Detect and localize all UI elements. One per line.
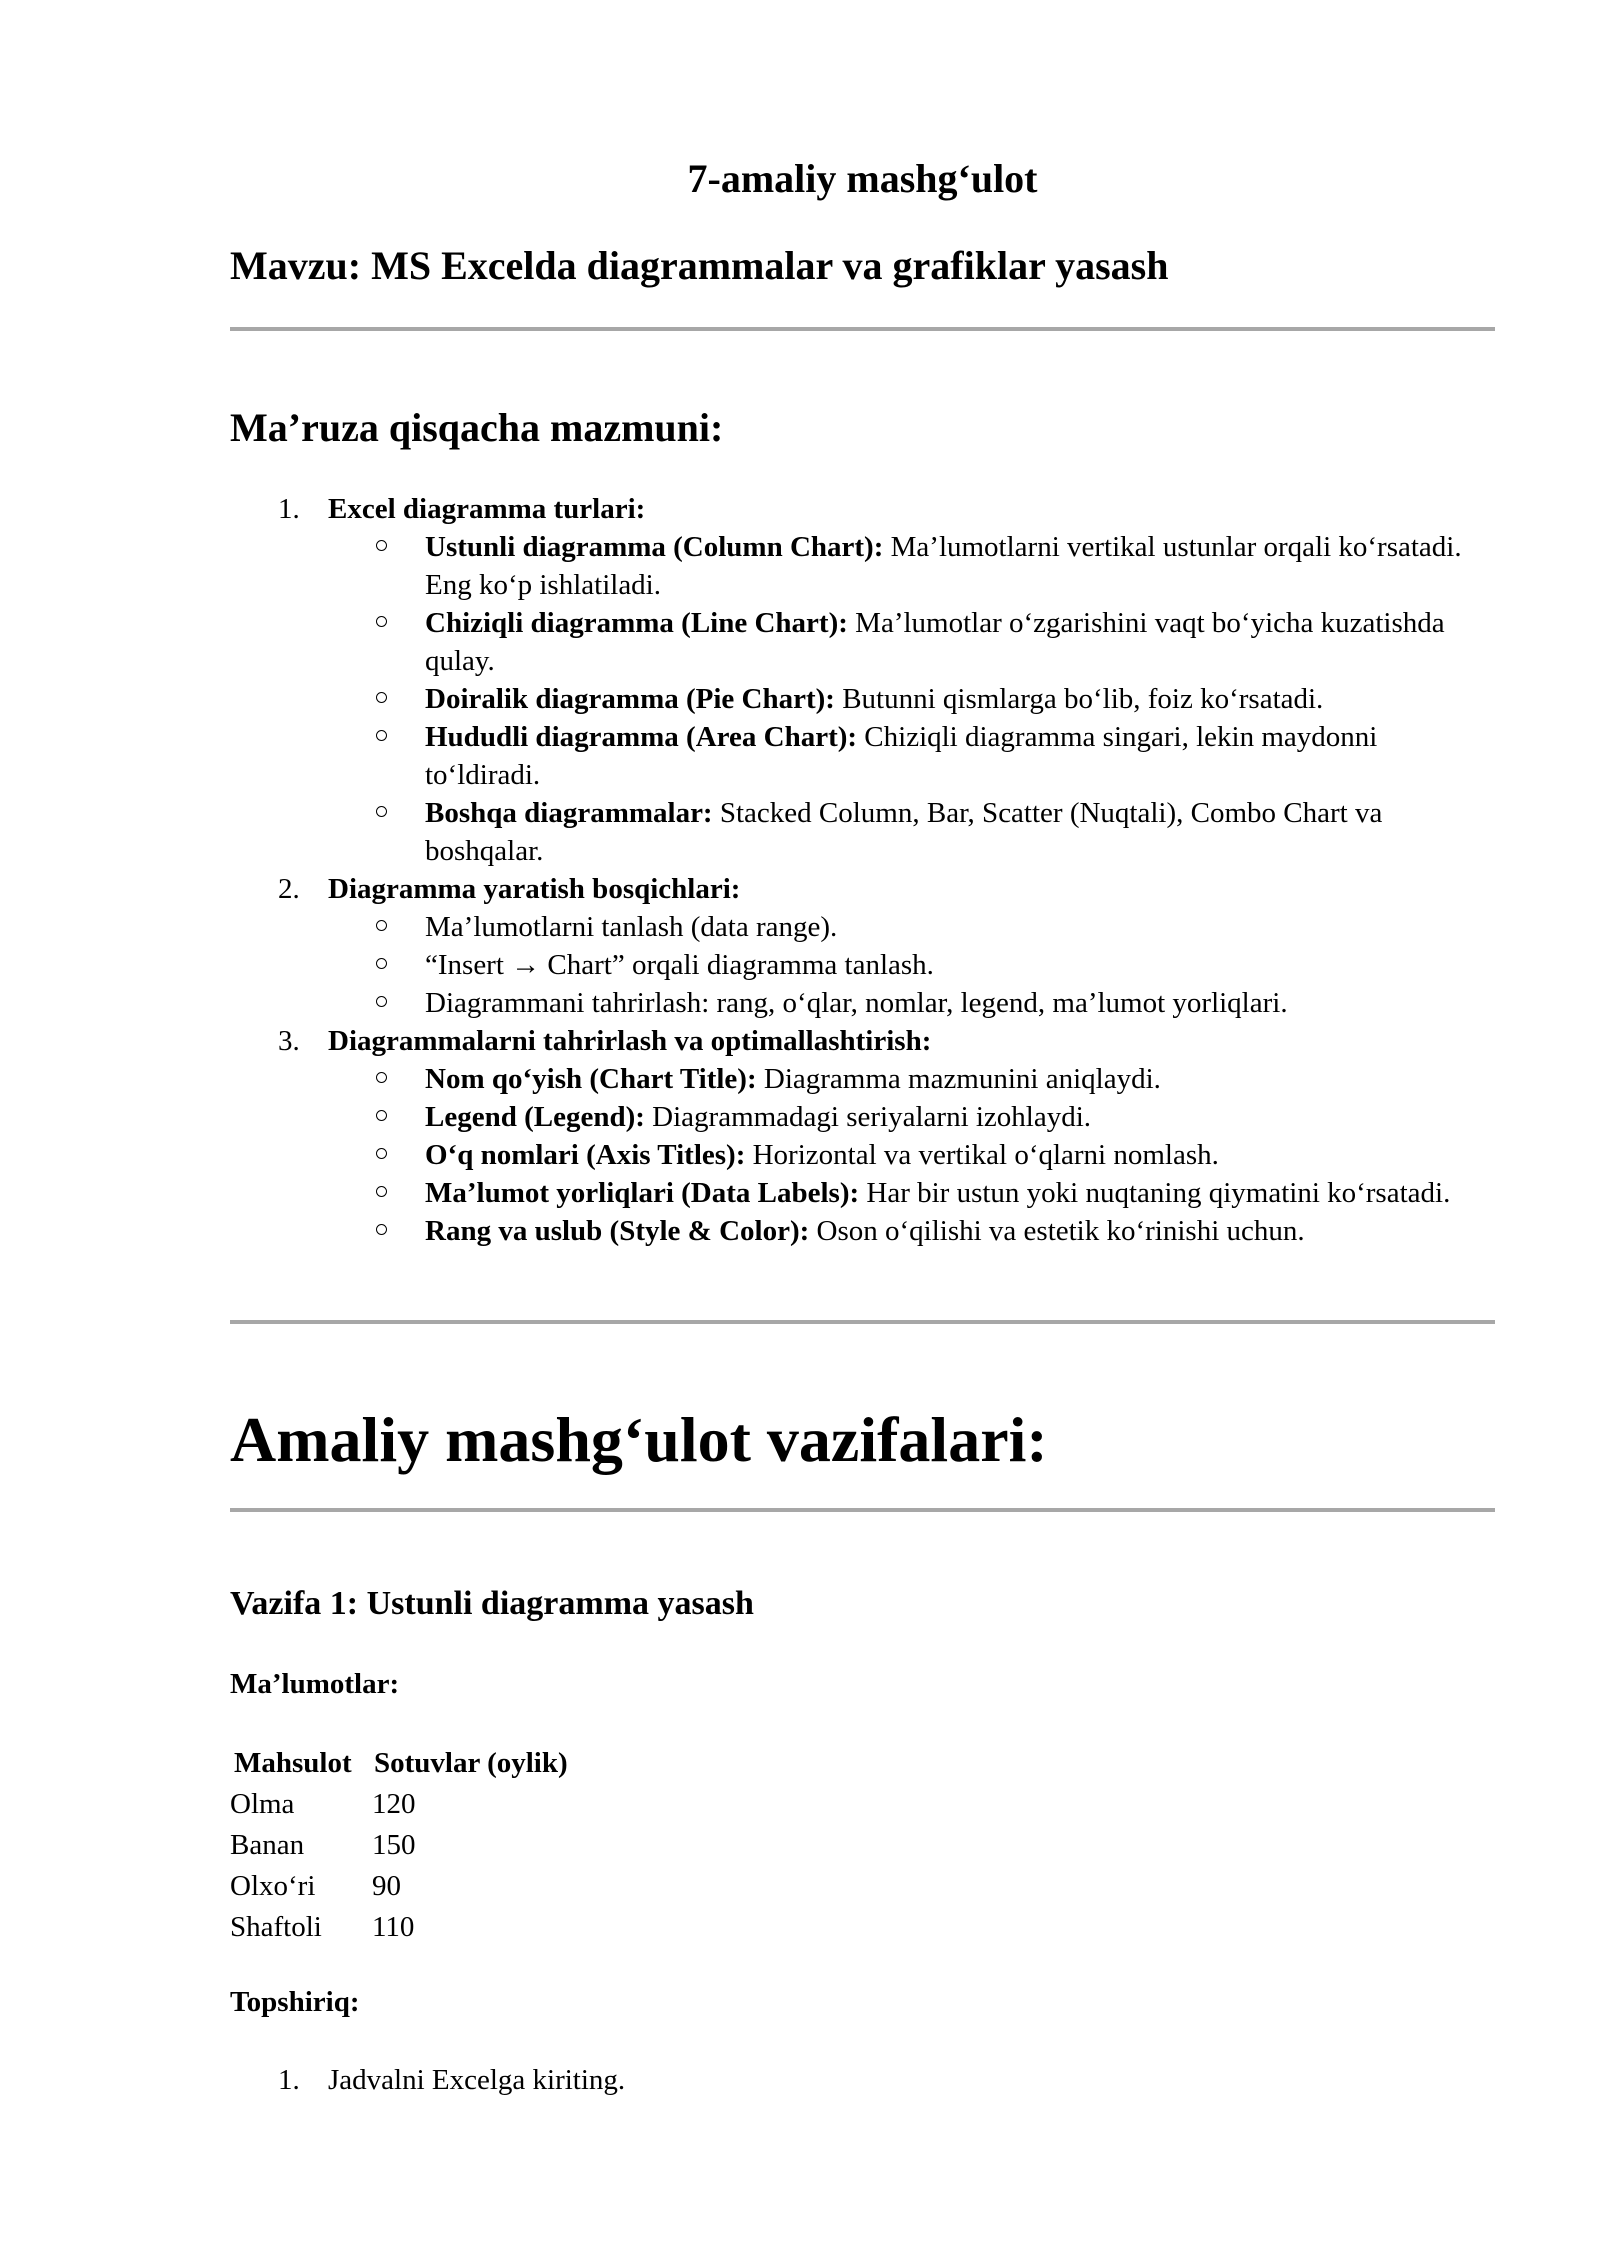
item-heading: Excel diagramma turlari:: [328, 493, 646, 525]
item-number: 1.: [278, 493, 300, 525]
circle-bullet-icon: [376, 958, 387, 969]
practice-heading: Amaliy mashg‘ulot vazifalari:: [230, 1404, 1048, 1475]
step-text: Jadvalni Excelga kiriting.: [328, 2064, 626, 2096]
table-cell: 150: [372, 1829, 416, 1861]
sales-table: [230, 1742, 570, 1948]
table-cell: Banan: [230, 1829, 305, 1861]
table-cell: 110: [372, 1911, 415, 1943]
circle-bullet-icon: [376, 1148, 387, 1159]
assignment-steps: [230, 2060, 625, 2100]
item-number: 2.: [278, 873, 300, 905]
circle-bullet-icon: [376, 920, 387, 931]
table-cell: Olma: [230, 1788, 295, 1820]
document-title: 7-amaliy mashg‘ulot: [687, 156, 1038, 201]
sub-item: Nom qo‘yish (Chart Title): Diagramma mazmunini aniqlaydi.: [230, 1060, 1495, 1098]
sub-item: Diagrammani tahrirlash: rang, o‘qlar, nomlar, legend, ma’lumot yorliqlari.: [230, 984, 1495, 1022]
circle-bullet-icon: [376, 1224, 387, 1235]
circle-bullet-icon: [376, 616, 387, 627]
lecture-item: [230, 1022, 1495, 1250]
step-number: 1.: [278, 2064, 300, 2096]
sub-item: Ma’lumotlarni tanlash (data range).: [230, 908, 1495, 946]
circle-bullet-icon: [376, 1186, 387, 1197]
lecture-item: [230, 870, 1495, 1022]
circle-bullet-icon: [376, 1072, 387, 1083]
sub-item: Doiralik diagramma (Pie Chart): Butunni qismlarga bo‘lib, foiz ko‘rsatadi.: [230, 680, 1495, 718]
table-row: [230, 1907, 570, 1948]
horizontal-rule: [230, 1320, 1495, 1324]
item-heading: Diagramma yaratish bosqichlari:: [328, 873, 741, 905]
circle-bullet-icon: [376, 1110, 387, 1121]
horizontal-rule: [230, 1508, 1495, 1512]
sub-item: Ma’lumot yorliqlari (Data Labels): Har bir ustun yoki nuqtaning qiymatini ko‘rsatadi.: [230, 1174, 1495, 1212]
lecture-summary-list: [230, 490, 1495, 1250]
column-header: Sotuvlar (oylik): [374, 1746, 568, 1779]
horizontal-rule: [230, 327, 1495, 331]
sub-list: [230, 528, 1495, 870]
sub-item: Ustunli diagramma (Column Chart): Ma’lumotlarni vertikal ustunlar orqali ko‘rsatadi. Eng ko‘p ishlatiladi.: [230, 528, 1495, 604]
column-header: Mahsulot: [234, 1746, 352, 1779]
lecture-item: [230, 490, 1495, 870]
list-item: [230, 2060, 625, 2100]
table-header-row: [230, 1742, 570, 1784]
table-cell: Olxo‘ri: [230, 1870, 316, 1902]
table-row: [230, 1784, 570, 1825]
task1-heading: Vazifa 1: Ustunli diagramma yasash: [230, 1585, 754, 1622]
sub-item: “Insert → Chart” orqali diagramma tanlash.: [230, 946, 1495, 984]
circle-bullet-icon: [376, 806, 387, 817]
sub-item: Hududli diagramma (Area Chart): Chiziqli diagramma singari, lekin maydonni to‘ldiradi.: [230, 718, 1495, 794]
table-cell: 90: [372, 1870, 401, 1902]
sub-list: [230, 908, 1495, 1022]
circle-bullet-icon: [376, 692, 387, 703]
circle-bullet-icon: [376, 540, 387, 551]
table-cell: 120: [372, 1788, 416, 1820]
table-row: [230, 1866, 570, 1907]
item-number: 3.: [278, 1025, 300, 1057]
table-cell: Shaftoli: [230, 1911, 322, 1943]
sub-list: [230, 1060, 1495, 1250]
item-heading: Diagrammalarni tahrirlash va optimallashtirish:: [328, 1025, 932, 1057]
assignment-label: Topshiriq:: [230, 1986, 360, 2018]
circle-bullet-icon: [376, 996, 387, 1007]
circle-bullet-icon: [376, 730, 387, 741]
sub-item: Chiziqli diagramma (Line Chart): Ma’lumotlar o‘zgarishini vaqt bo‘yicha kuzatishda qulay.: [230, 604, 1495, 680]
topic-heading: Mavzu: MS Excelda diagrammalar va grafiklar yasash: [230, 243, 1169, 288]
data-label: Ma’lumotlar:: [230, 1668, 400, 1700]
lecture-summary-heading: Ma’ruza qisqacha mazmuni:: [230, 405, 724, 450]
sub-item: Legend (Legend): Diagrammadagi seriyalarni izohlaydi.: [230, 1098, 1495, 1136]
table-row: [230, 1825, 570, 1866]
sub-item: Rang va uslub (Style & Color): Oson o‘qilishi va estetik ko‘rinishi uchun.: [230, 1212, 1495, 1250]
sub-item: Boshqa diagrammalar: Stacked Column, Bar, Scatter (Nuqtali), Combo Chart va boshqalar.: [230, 794, 1495, 870]
sub-item: O‘q nomlari (Axis Titles): Horizontal va vertikal o‘qlarni nomlash.: [230, 1136, 1495, 1174]
